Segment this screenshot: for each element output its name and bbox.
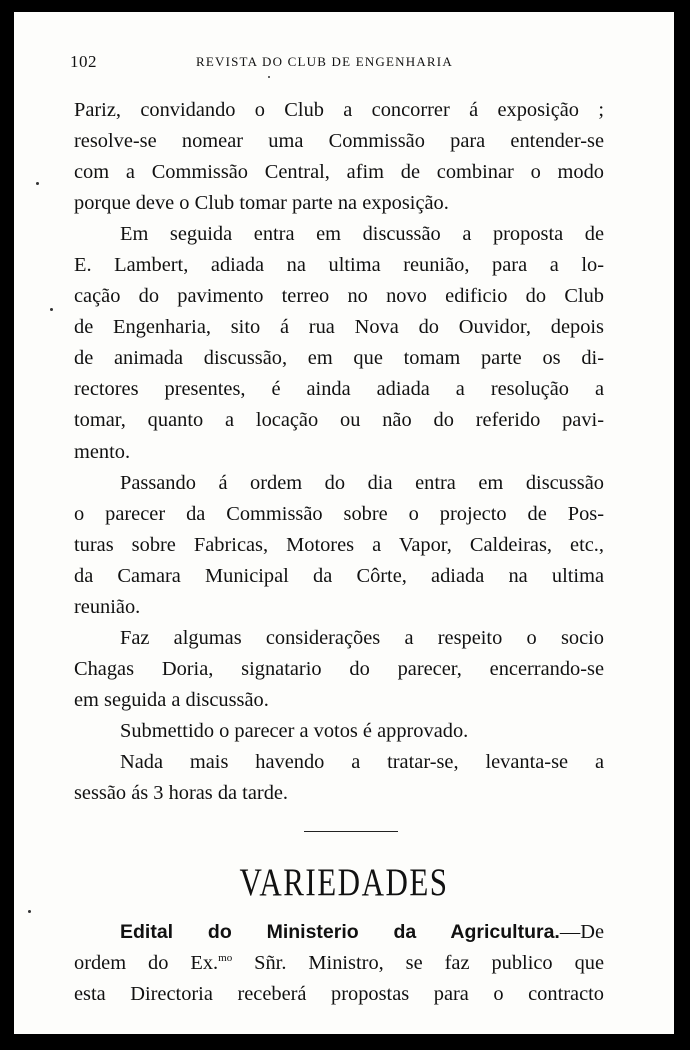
edital-line2-end: Sñr. Ministro, se faz publico que [232,952,605,975]
running-head: REVISTA DO CLUB DE ENGENHARIA [196,54,453,69]
text-line: resolve-se nomear uma Commissão para entender-se [74,130,604,153]
text-line: Em seguida entra em discussão a proposta de [120,223,604,246]
text-line: E. Lambert, adiada na ultima reunião, para a lo- [74,254,604,277]
text-line [74,948,604,979]
text-line: em seguida a discussão. [74,688,269,711]
edital-heading: Edital do Ministerio da Agricultura. [120,921,560,943]
text-line: esta Directoria receberá propostas para o contracto [74,983,604,1006]
text-line: rectores presentes, é ainda adiada a resolução a [74,378,604,401]
page-number: 102 [70,52,97,71]
section-title: VARIEDADES [239,860,449,904]
text-line: o parecer da Commissão sobre o projecto de Pos- [74,502,604,525]
body-text [74,95,604,809]
edital-line1-tail: —De [559,921,604,943]
text-line [74,917,604,948]
text-line: com a Commissão Central, afim de combinar o modo [74,161,604,184]
document-page [14,12,674,1034]
text-line: porque deve o Club tomar parte na exposição. [74,192,449,215]
edital-superscript: mo [218,952,233,965]
page-header [70,52,632,72]
paper-speck [36,182,39,185]
paper-speck [268,76,270,78]
section-divider [304,831,398,832]
text-line: reunião. [74,595,141,618]
text-line: de Engenharia, sito á rua Nova do Ouvidor, depois [74,316,604,339]
text-line: cação do pavimento terreo no novo edificio do Club [74,285,604,308]
text-line: turas sobre Fabricas, Motores a Vapor, Caldeiras, etc., [74,533,604,556]
text-line: tomar, quanto a locação ou não do referido pavi- [74,409,604,432]
text-line: da Camara Municipal da Côrte, adiada na ultima [74,564,604,587]
edital-paragraph [74,917,604,1010]
edital-line2-start: ordem do Ex. [74,952,219,975]
text-line: de animada discussão, em que tomam parte os di- [74,347,604,370]
text-line: Submettido o parecer a votos é approvado. [120,719,469,742]
text-line: Faz algumas considerações a respeito o socio [120,626,604,649]
text-line: Passando á ordem do dia entra em discussão [120,471,604,494]
paper-speck [28,910,31,913]
text-line: Pariz, convidando o Club a concorrer á exposição ; [74,99,604,121]
text-line: sessão ás 3 horas da tarde. [74,782,289,805]
paper-speck [50,308,53,311]
text-line: mento. [74,440,131,463]
text-line: Chagas Doria, signatario do parecer, encerrando-se [74,657,604,680]
text-line: Nada mais havendo a tratar-se, levanta-se a [120,750,604,773]
